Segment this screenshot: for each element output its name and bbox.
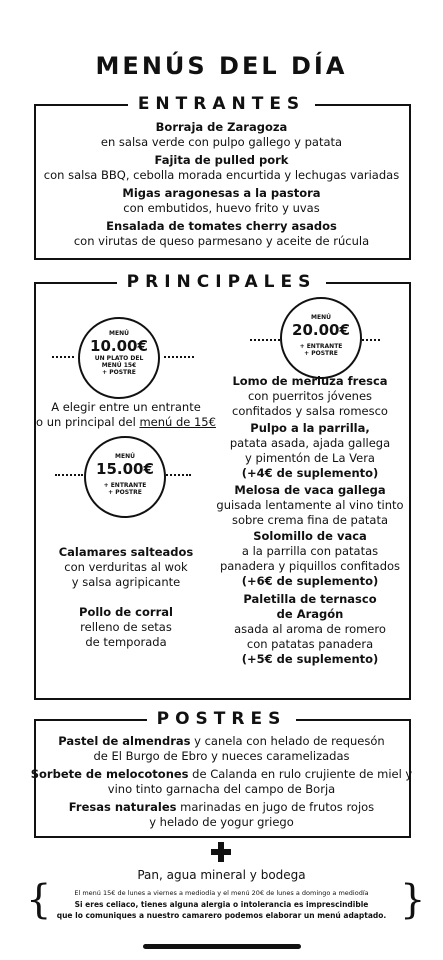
principal-item: Paletilla de ternasco de Aragón asada al aroma de romero con patatas panadera (+5€ de suplemento) [234,592,386,666]
postres-heading: POSTRES [0,709,443,729]
allergy-note: Si eres celiaco, tienes alguna alergia o intolerancia es imprescindible que lo comuniques a nuestro camarero podemos elaborar un menú adaptado. [56,900,387,920]
home-indicator[interactable] [143,944,301,949]
page-title: MENÚS DEL DÍA [95,52,348,80]
included-note: Pan, agua mineral y bodega [137,868,306,882]
principal-item: Melosa de vaca gallega guisada lentamente al vino tinto sobre crema fina de patata [216,483,404,527]
plus-icon [211,842,231,862]
principal-item: Solomillo de vaca a la parrilla con patatas panadera y piquillos confitados (+6€ de suplemento) [219,529,401,588]
menu-10-badge: MENÚ 10.00€ UN PLATO DEL MENÚ 15€ + POSTRE [78,317,160,399]
entrante-item: Borraja de Zaragoza en salsa verde con pulpo gallego y patata [100,120,343,149]
dotted-line [250,339,280,341]
principal-item: Lomo de merluza fresca con puerritos jóvenes confitados y salsa romesco [232,374,388,418]
menu-20-badge: MENÚ 20.00€ + ENTRANTE + POSTRE [280,297,362,379]
left-brace-icon: { [26,877,52,923]
principales-heading: PRINCIPALES [0,272,443,292]
principal-item: Pulpo a la parrilla, patata asada, ajada gallega y pimentón de La Vera (+4€ de suplemento) [229,421,391,480]
dotted-line [52,356,74,358]
entrante-item: Migas aragonesas a la pastora con embutidos, huevo frito y uvas [122,186,321,215]
entrante-item: Fajita de pulled pork con salsa BBQ, cebolla morada encurtida y lechugas variadas [43,153,400,182]
menu-15-badge: MENÚ 15.00€ + ENTRANTE + POSTRE [84,436,166,518]
dotted-line [55,474,83,476]
principal-item: Pollo de corral relleno de setas de temporada [79,605,173,649]
dotted-line [164,356,194,358]
entrantes-heading: ENTRANTES [0,94,443,114]
postre-item: Sorbete de melocotones de Calanda en rulo crujiente de miel y vino tinto garnacha del campo de Borja [30,767,413,796]
entrante-item: Ensalada de tomates cherry asados con virutas de queso parmesano y aceite de rúcula [73,219,370,248]
right-brace-icon: } [400,877,426,923]
principal-item: Calamares salteados con verduritas al wok y salsa agripicante [58,545,194,589]
postre-item: Fresas naturales marinadas en jugo de frutos rojos y helado de yogur griego [68,800,375,829]
menu-15-link[interactable]: menú de 15€ [139,415,216,429]
postre-item: Pastel de almendras y canela con helado de requesón de El Burgo de Ebro y nueces caramelizadas [58,734,385,763]
menu-10-note: A elegir entre un entrante o un principal del menú de 15€ [36,400,216,429]
dotted-line [163,474,191,476]
schedule-note: El menú 15€ de lunes a viernes a mediodía y el menú 20€ de lunes a domingo a mediodía [74,889,369,897]
